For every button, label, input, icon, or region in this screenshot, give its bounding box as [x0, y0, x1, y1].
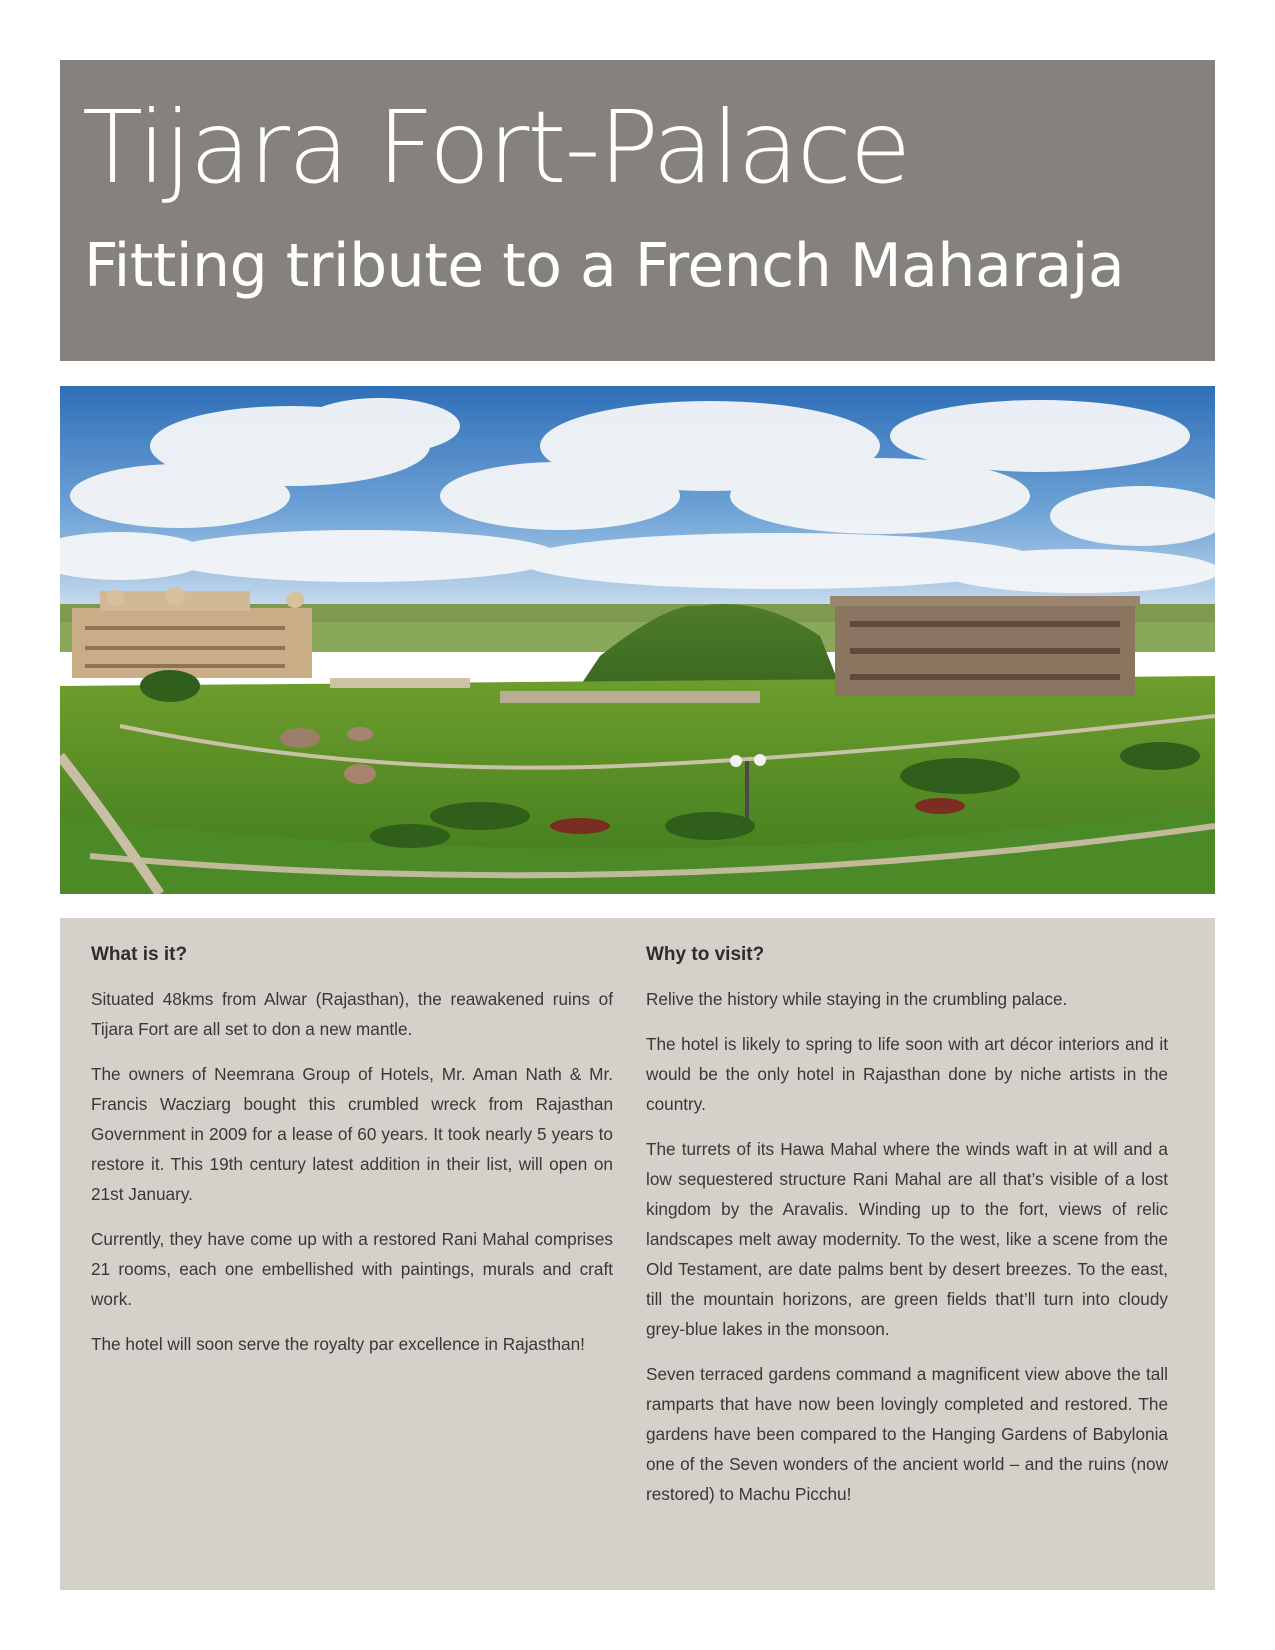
paragraph: The turrets of its Hawa Mahal where the winds waft in at will and a low sequestered structure Rani Mahal are all that’s visible of a lost kingdom by the Aravalis. Winding up to the fort, views of relic landscapes melt away modernity. To the west, like a scene from the Old Testament, are date palms bent by desert breezes. To the east, till the mountain horizons, are green fields that’ll turn into cloudy grey-blue lakes in the monsoon. [646, 1139, 1168, 1339]
page-title: Tijara Fort-Palace [82, 89, 910, 206]
page-subtitle: Fitting tribute to a French Maharaja [84, 231, 1125, 301]
fort-panorama-photo [60, 386, 1215, 894]
paragraph: Seven terraced gardens command a magnificent view above the tall ramparts that have now been lovingly completed and restored. The gardens have been compared to the Hanging Gardens of Babylonia one of the Seven wonders of the ancient world – and the ruins (now restored) to Machu Picchu! [646, 1364, 1168, 1504]
paragraph: The owners of Neemrana Group of Hotels, Mr. Aman Nath & Mr. Francis Wacziarg bought this crumbled wreck from Rajasthan Government in 2009 for a lease of 60 years. It took nearly 5 years to restore it. This 19th century latest addition in their list, will open on 21st January. [91, 1064, 613, 1204]
paragraph: The hotel is likely to spring to life soon with art décor interiors and it would be the only hotel in Rajasthan done by niche artists in the country. [646, 1034, 1168, 1114]
why-to-visit-column [646, 940, 1168, 1524]
why-to-visit-heading: Why to visit? [646, 944, 765, 965]
paragraph: The hotel will soon serve the royalty par excellence in Rajasthan! [91, 1334, 585, 1354]
article-body [60, 918, 1215, 1590]
paragraph: Situated 48kms from Alwar (Rajasthan), the reawakened ruins of Tijara Fort are all set to don a new mantle. [91, 989, 613, 1039]
paragraph: Relive the history while staying in the crumbling palace. [646, 989, 1068, 1009]
title-banner [60, 60, 1215, 361]
what-is-it-column [91, 940, 613, 1374]
paragraph: Currently, they have come up with a restored Rani Mahal comprises 21 rooms, each one embellished with paintings, murals and craft work. [91, 1229, 613, 1309]
what-is-it-heading: What is it? [91, 944, 188, 965]
